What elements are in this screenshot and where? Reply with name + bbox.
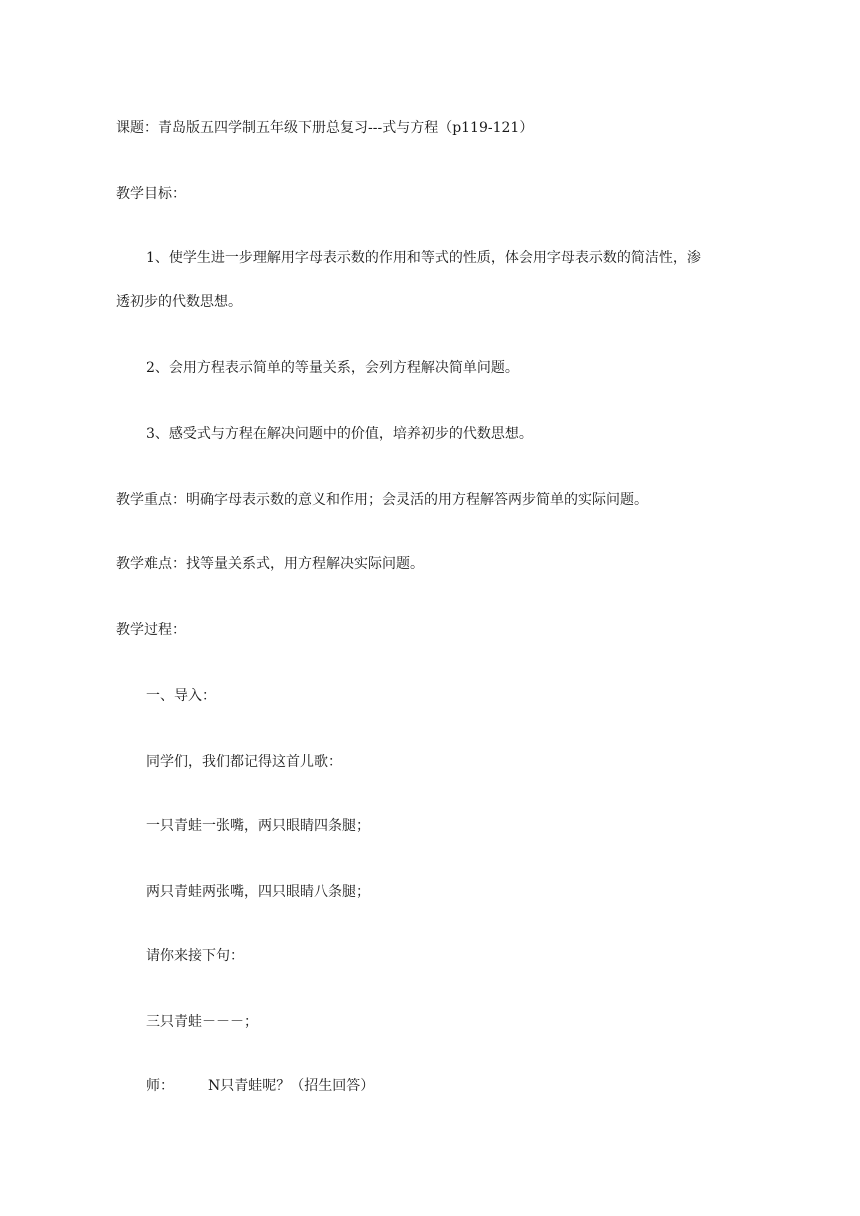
intro-line-5: 三只青蛙－－－； bbox=[146, 1014, 258, 1030]
intro-line-2: 一只青蛙一张嘴，两只眼睛四条腿； bbox=[146, 818, 370, 834]
objectives-heading: 教学目标： bbox=[116, 186, 186, 202]
teacher-question: N只青蛙呢？（招生回答） bbox=[208, 1078, 375, 1094]
difficulty: 教学难点：找等量关系式，用方程解决实际问题。 bbox=[116, 556, 424, 572]
process-heading: 教学过程： bbox=[116, 622, 186, 638]
objective-1-line-2: 透初步的代数思想。 bbox=[116, 294, 242, 310]
intro-line-1: 同学们，我们都记得这首儿歌： bbox=[146, 754, 342, 770]
objective-1-line-1: 1、使学生进一步理解用字母表示数的作用和等式的性质，体会用字母表示数的简洁性，渗 bbox=[146, 250, 701, 266]
intro-heading: 一、导入： bbox=[146, 688, 216, 704]
teacher-label: 师： bbox=[146, 1078, 174, 1094]
objective-3: 3、感受式与方程在解决问题中的价值，培养初步的代数思想。 bbox=[146, 426, 533, 442]
intro-line-4: 请你来接下句： bbox=[146, 948, 244, 964]
objective-2: 2、会用方程表示简单的等量关系，会列方程解决简单问题。 bbox=[146, 360, 519, 376]
key-points: 教学重点：明确字母表示数的意义和作用；会灵活的用方程解答两步简单的实际问题。 bbox=[116, 492, 648, 508]
teacher-line bbox=[146, 1076, 374, 1096]
intro-line-3: 两只青蛙两张嘴，四只眼睛八条腿； bbox=[146, 884, 370, 900]
lesson-title: 课题：青岛版五四学制五年级下册总复习---式与方程（p119-121） bbox=[116, 120, 534, 136]
